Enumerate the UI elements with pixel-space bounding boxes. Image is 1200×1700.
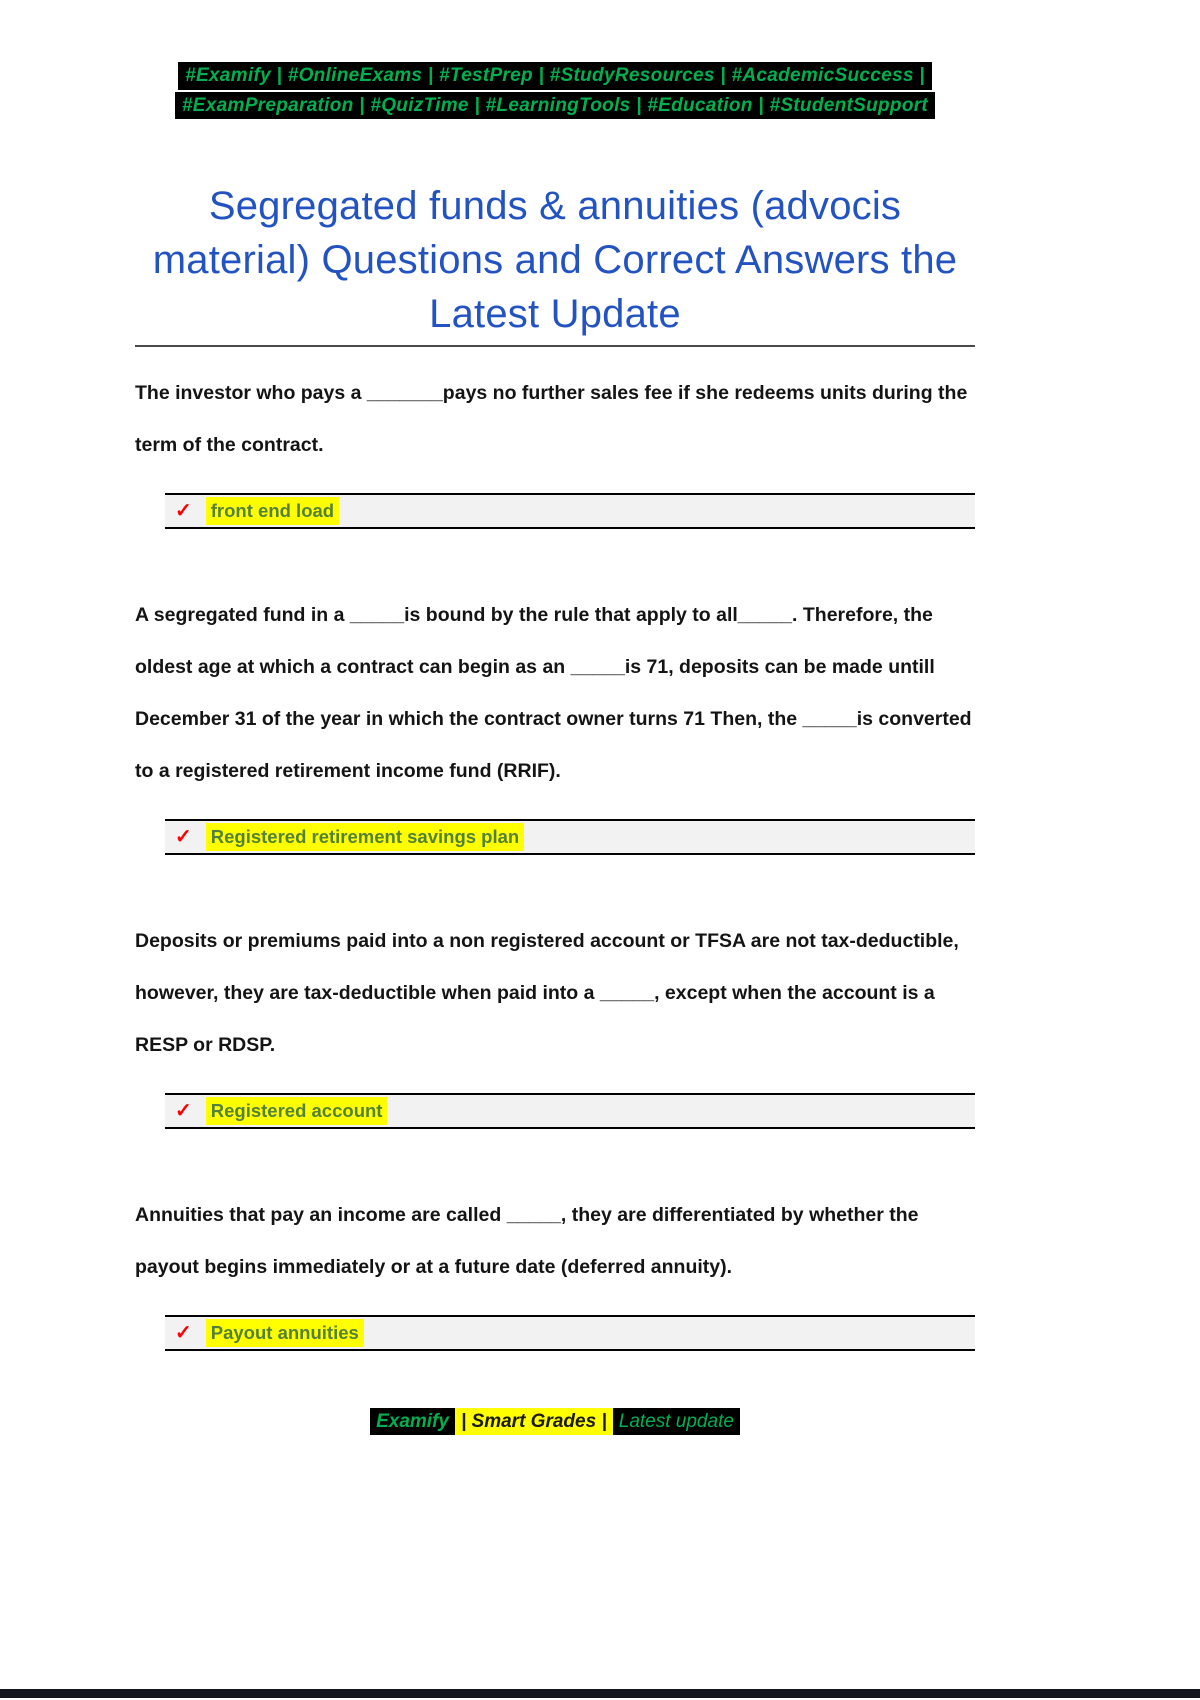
footer-smart-grades-label: | Smart Grades | <box>455 1408 613 1435</box>
question-text: Deposits or premiums paid into a non registered account or TFSA are not tax-deductible, however, they are tax-deductible when paid into a _____, except when the account is a RESP or RDSP. <box>135 930 959 1057</box>
footer-examify-label: Examify <box>370 1408 455 1435</box>
question-text: A segregated fund in a _____is bound by the rule that apply to all_____. Therefore, the oldest age at which a contract can begin as an _____is 71, deposits can be made untill December 31 of the year in which the contract owner turns 71 Then, the _____is converted to a registered retirement income fund (RRIF). <box>135 604 972 783</box>
hashtag-banner <box>135 62 975 121</box>
answer-row <box>165 1093 975 1129</box>
question-block-2 <box>135 589 975 855</box>
answer-text: Registered retirement savings plan <box>206 823 524 851</box>
answer-row <box>165 819 975 855</box>
footer-brand-line <box>135 1411 975 1433</box>
check-icon: ✓ <box>175 1100 192 1123</box>
check-icon: ✓ <box>175 1322 192 1345</box>
question-text: Annuities that pay an income are called _____, they are differentiated by whether the payout begins immediately or at a future date (deferred annuity). <box>135 1204 919 1279</box>
answer-text: Payout annuities <box>206 1319 364 1347</box>
answer-text: Registered account <box>206 1097 388 1125</box>
question-text: The investor who pays a _______pays no further sales fee if she redeems units during the term of the contract. <box>135 382 968 457</box>
check-icon: ✓ <box>175 826 192 849</box>
footer-latest-update-label: Latest update <box>613 1408 740 1435</box>
answer-row <box>165 1315 975 1351</box>
question-block-3 <box>135 915 975 1129</box>
title-divider <box>135 345 975 347</box>
question-block-4 <box>135 1189 975 1351</box>
answer-text: front end load <box>206 497 339 525</box>
answer-row <box>165 493 975 529</box>
check-icon: ✓ <box>175 500 192 523</box>
page-title: Segregated funds & annuities (advocis material) Questions and Correct Answers the Latest Update <box>152 184 958 337</box>
hashtag-banner-line-2: #ExamPreparation | #QuizTime | #LearningTools | #Education | #StudentSupport <box>175 92 935 120</box>
hashtag-banner-line-1: #Examify | #OnlineExams | #TestPrep | #StudyResources | #AcademicSuccess | <box>178 62 932 90</box>
page-bottom-edge <box>0 1689 1200 1698</box>
question-block-1 <box>135 367 975 529</box>
